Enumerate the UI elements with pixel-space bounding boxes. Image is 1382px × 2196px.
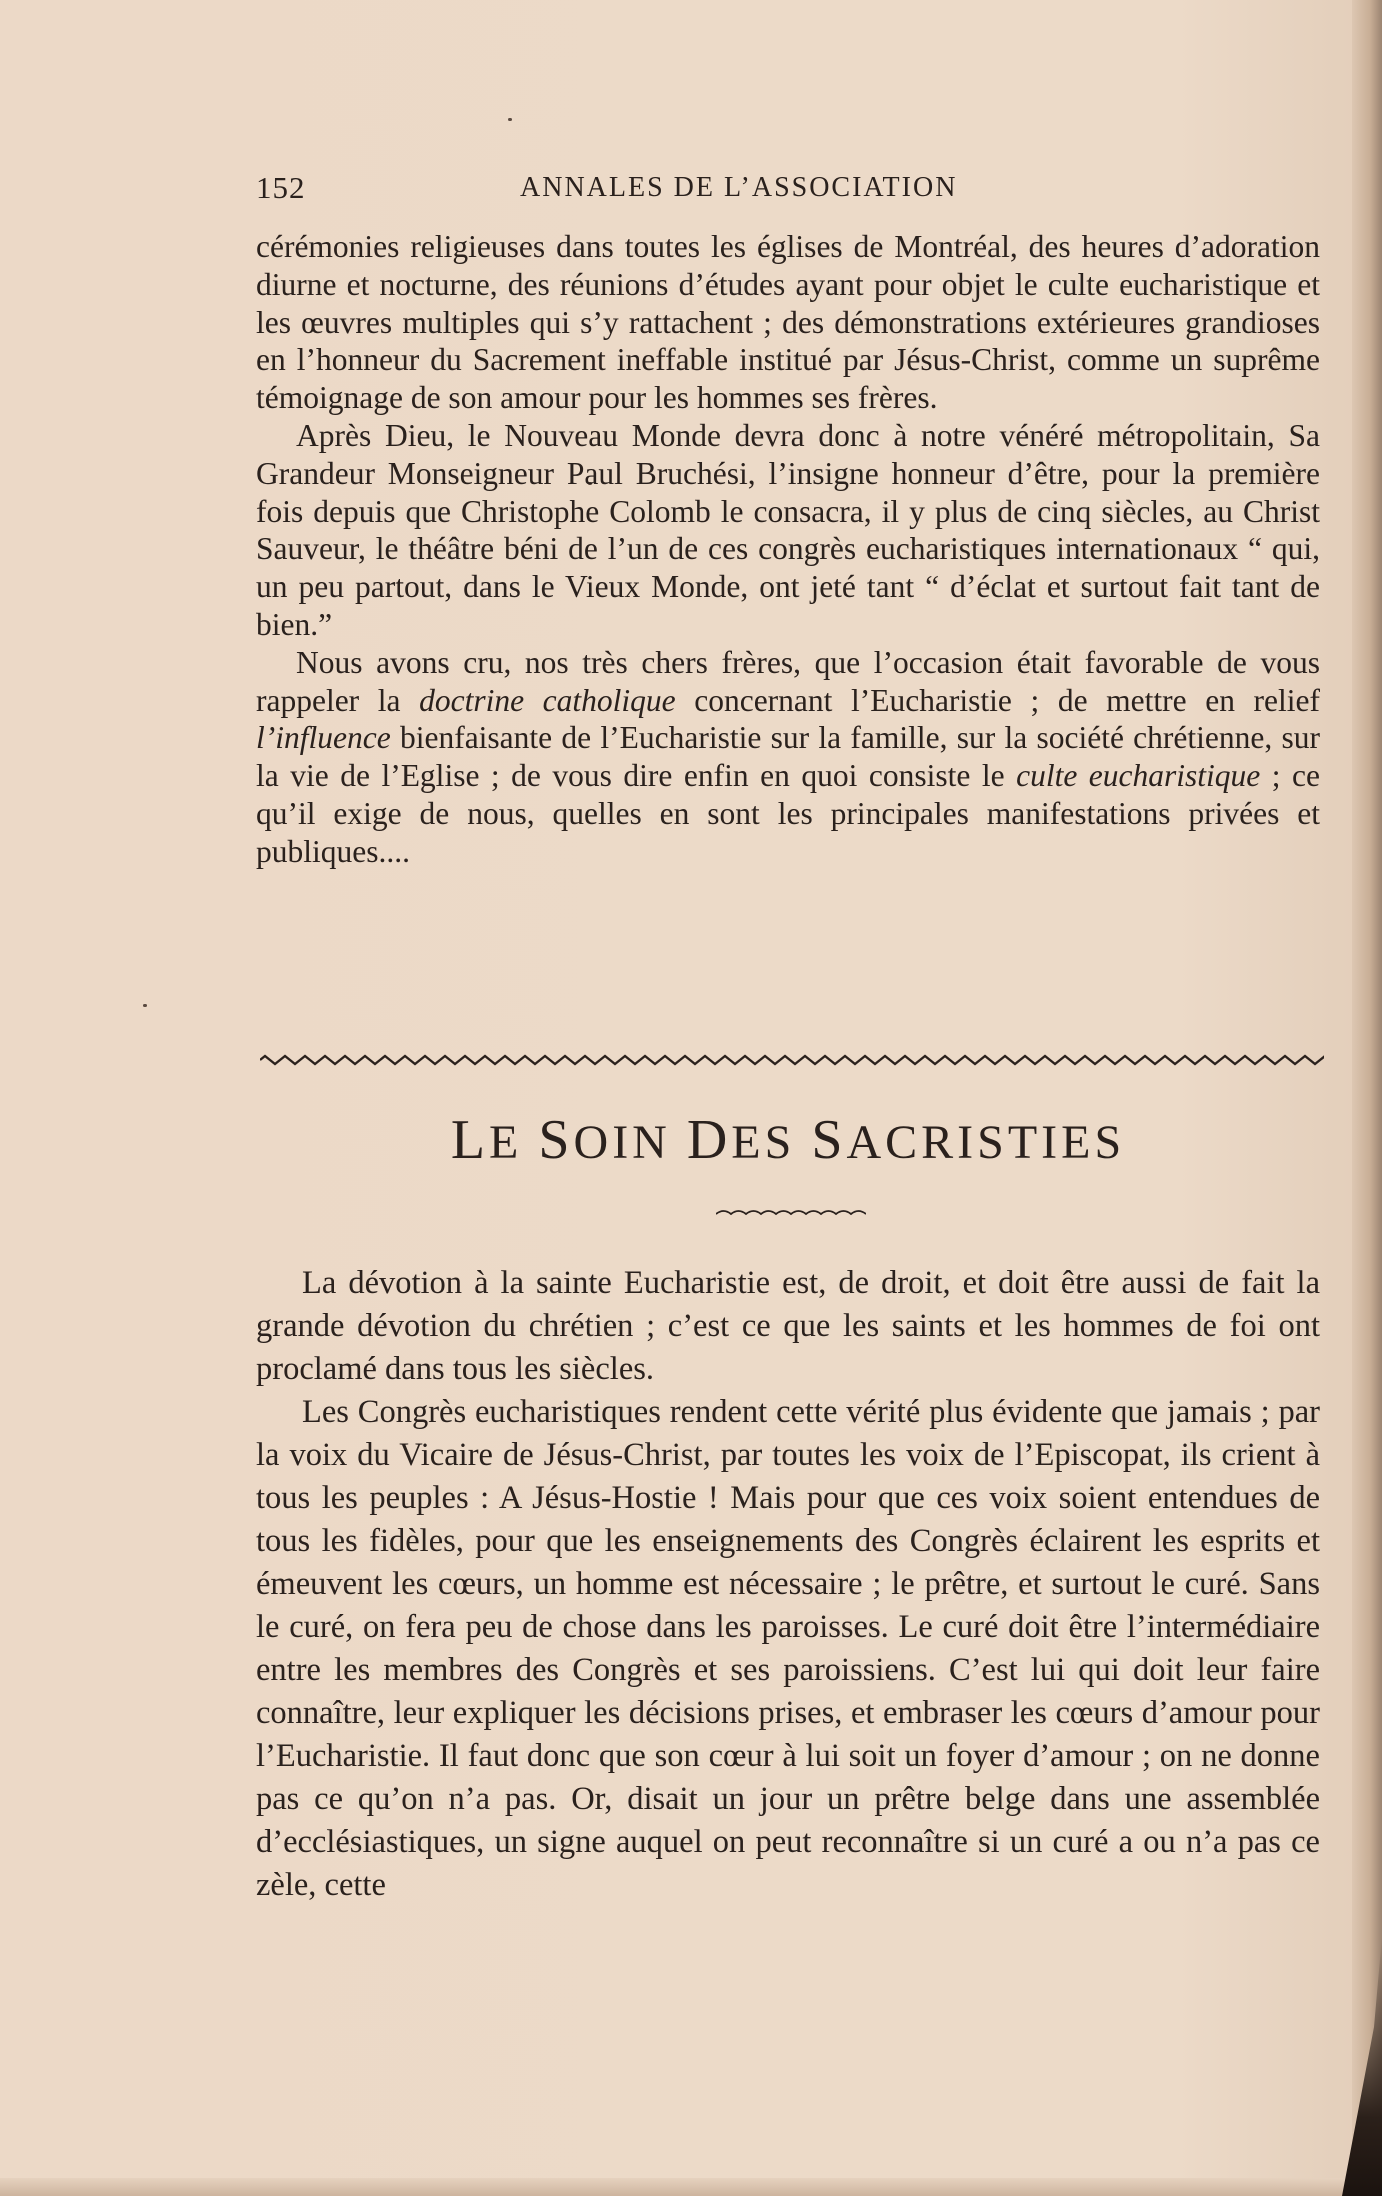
- ornamental-rule: [260, 1054, 1324, 1066]
- paper-speck: [508, 118, 512, 121]
- paragraph: [256, 417, 1320, 644]
- paragraph: Les Congrès eucharistiques rendent cette vérité plus évidente que jamais ; par la voix du Vicaire de Jésus-Christ, par toutes les voix de l’Episcopat, ils crient à tous les peuples : A Jésus-Hostie ! Mais pour que ces voix soient entendues de tous les fidèles, pour que les enseignements des Congrès éclairent les esprits et émeuvent les cœurs, un homme est nécessaire ; le prêtre, et surtout le curé. Sans le curé, on fera peu de chose dans les paroisses. Le curé doit être l’intermédiaire entre les membres des Congrès et ses paroissiens. C’est lui qui doit leur faire connaître, leur expliquer les décisions prises, et embraser les cœurs d’amour pour l’Eucharistie. Il faut donc que son cœur à lui soit un foyer d’amour ; on ne donne pas ce qu’on n’a pas. Or, disait un jour un prêtre belge dans une assemblée d’ecclésiastiques, un signe auquel on peut reconnaître si un curé a ou n’a pas ce zèle, cette: [256, 1394, 1320, 1903]
- paragraph: [256, 644, 1320, 871]
- page-edge-bottom: [0, 2178, 1382, 2196]
- italic-phrase: l’influence: [256, 720, 391, 756]
- section-title: [256, 1110, 1320, 1173]
- text-run: cérémonies religieuses dans toutes les églises de Montréal, des heures d’adoration diurne et nocturne, des réunions d’études ayant pour objet le culte eucharistique et les œuvres multiples qui s’y rattachent ; des démonstrations extérieures grandioses en l’honneur du Sacrement ineffable institué par Jésus-Christ, comme un suprême témoignage de son amour pour les hommes ses frères.: [256, 229, 1320, 416]
- text-run: ; ce qu’il exige de nous, quelles en sont les principales manifestations privées et publiques....: [256, 758, 1320, 869]
- text-run: bienfaisante de l’Eucharistie sur la famille, sur la société chrétienne, sur la vie de l’Eglise ; de vous dire enfin en quoi consiste le: [256, 720, 1320, 794]
- paragraph: La dévotion à la sainte Eucharistie est, de droit, et doit être aussi de fait la grande dévotion du chrétien ; c’est ce que les saints et les hommes de foi ont proclamé dans tous les siècles.: [256, 1265, 1320, 1387]
- paragraph: [256, 228, 1320, 417]
- section-title-text: LE SOIN DES SACRISTIES: [450, 1109, 1126, 1171]
- running-title: ANNALES DE L’ASSOCIATION: [520, 172, 958, 203]
- page-number: 152: [256, 170, 306, 205]
- text-block-bottom: [256, 1262, 1320, 1907]
- text-run: Nous avons cru, nos très chers frères, que l’occasion était favorable de vous rappeler la: [256, 644, 1320, 718]
- italic-phrase: culte eucharistique: [1016, 758, 1261, 794]
- text-run: Après Dieu, le Nouveau Monde devra donc à notre vénéré métropolitain, Sa Grandeur Monseigneur Paul Bruchési, l’insigne honneur d’être, pour la première fois depuis que Christophe Colomb le consacra, il y plus de cinq siècles, au Christ Sauveur, le théâtre béni de l’un de ces congrès eucharistiques internationaux “ qui, un peu partout, dans le Vieux Monde, ont jeté tant “ d’éclat et surtout fait tant de bien.”: [256, 417, 1320, 642]
- running-head: [256, 170, 1320, 210]
- text-run: concernant l’Eucharistie ; de mettre en relief: [675, 682, 1320, 718]
- italic-phrase: doctrine catholique: [419, 682, 676, 718]
- title-ornament-squiggle: [716, 1208, 866, 1220]
- paper-speck: [143, 1004, 147, 1007]
- text-block-top: [256, 228, 1320, 871]
- page-edge-right: [1352, 0, 1382, 2196]
